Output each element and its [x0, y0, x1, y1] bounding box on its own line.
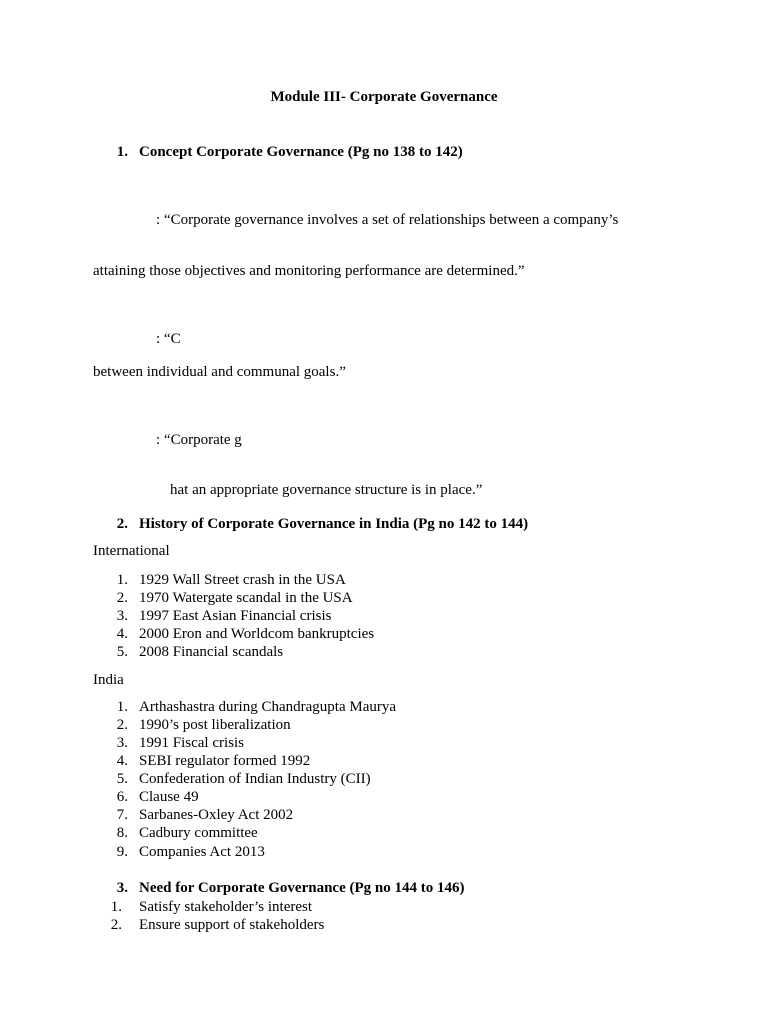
- subsection-label: International: [93, 543, 170, 559]
- list-item: Arthashastra during Chandragupta Maurya: [139, 699, 397, 715]
- list-item: 2008 Financial scandals: [139, 644, 284, 660]
- list-item-number: 5.: [116, 771, 128, 787]
- list-item-number: 2.: [116, 590, 128, 606]
- list-item: 1997 East Asian Financial crisis: [139, 608, 332, 624]
- list-item: SEBI regulator formed 1992: [139, 753, 311, 769]
- definition-text: between individual and communal goals.”: [93, 364, 346, 380]
- list-item: Companies Act 2013: [139, 844, 265, 860]
- definition-text: : “Corporate g: [156, 432, 242, 448]
- list-item-number: 1.: [116, 572, 128, 588]
- list-item: Clause 49: [139, 789, 199, 805]
- list-item: 2000 Eron and Worldcom bankruptcies: [139, 626, 375, 642]
- list-item-number: 5.: [116, 644, 128, 660]
- section-number: 2.: [116, 516, 128, 532]
- list-item-number: 6.: [116, 789, 128, 805]
- list-item-number: 7.: [116, 807, 128, 823]
- list-item: Sarbanes-Oxley Act 2002: [139, 807, 294, 823]
- list-item: Confederation of Indian Industry (CII): [139, 771, 371, 787]
- list-item: 1990’s post liberalization: [139, 717, 291, 733]
- subsection-label: India: [93, 672, 124, 688]
- list-item: Satisfy stakeholder’s interest: [139, 899, 313, 915]
- list-item-number: 1.: [110, 899, 122, 915]
- section-heading: Need for Corporate Governance (Pg no 144 to 146): [139, 880, 465, 896]
- definition-text: : “C: [156, 331, 181, 347]
- list-item: 1929 Wall Street crash in the USA: [139, 572, 346, 588]
- list-item-number: 2.: [116, 717, 128, 733]
- list-item: Cadbury committee: [139, 825, 258, 841]
- section-heading: Concept Corporate Governance (Pg no 138 to 142): [139, 144, 463, 160]
- list-item-number: 3.: [116, 608, 128, 624]
- list-item-number: 4.: [116, 626, 128, 642]
- list-item-number: 3.: [116, 735, 128, 751]
- definition-text: attaining those objectives and monitoring performance are determined.”: [93, 263, 525, 279]
- definition-text: : “Corporate governance involves a set of relationships between a company’s: [156, 212, 619, 228]
- section-heading: History of Corporate Governance in India (Pg no 142 to 144): [139, 516, 529, 532]
- list-item: 1991 Fiscal crisis: [139, 735, 244, 751]
- list-item-number: 4.: [116, 753, 128, 769]
- list-item-number: 2.: [110, 917, 122, 933]
- section-number: 3.: [116, 880, 128, 896]
- definition-text: hat an appropriate governance structure is in place.”: [170, 482, 483, 498]
- list-item-number: 9.: [116, 844, 128, 860]
- list-item: Ensure support of stakeholders: [139, 917, 325, 933]
- list-item: 1970 Watergate scandal in the USA: [139, 590, 353, 606]
- section-number: 1.: [116, 144, 128, 160]
- list-item-number: 8.: [116, 825, 128, 841]
- page-title: Module III- Corporate Governance: [270, 89, 498, 105]
- list-item-number: 1.: [116, 699, 128, 715]
